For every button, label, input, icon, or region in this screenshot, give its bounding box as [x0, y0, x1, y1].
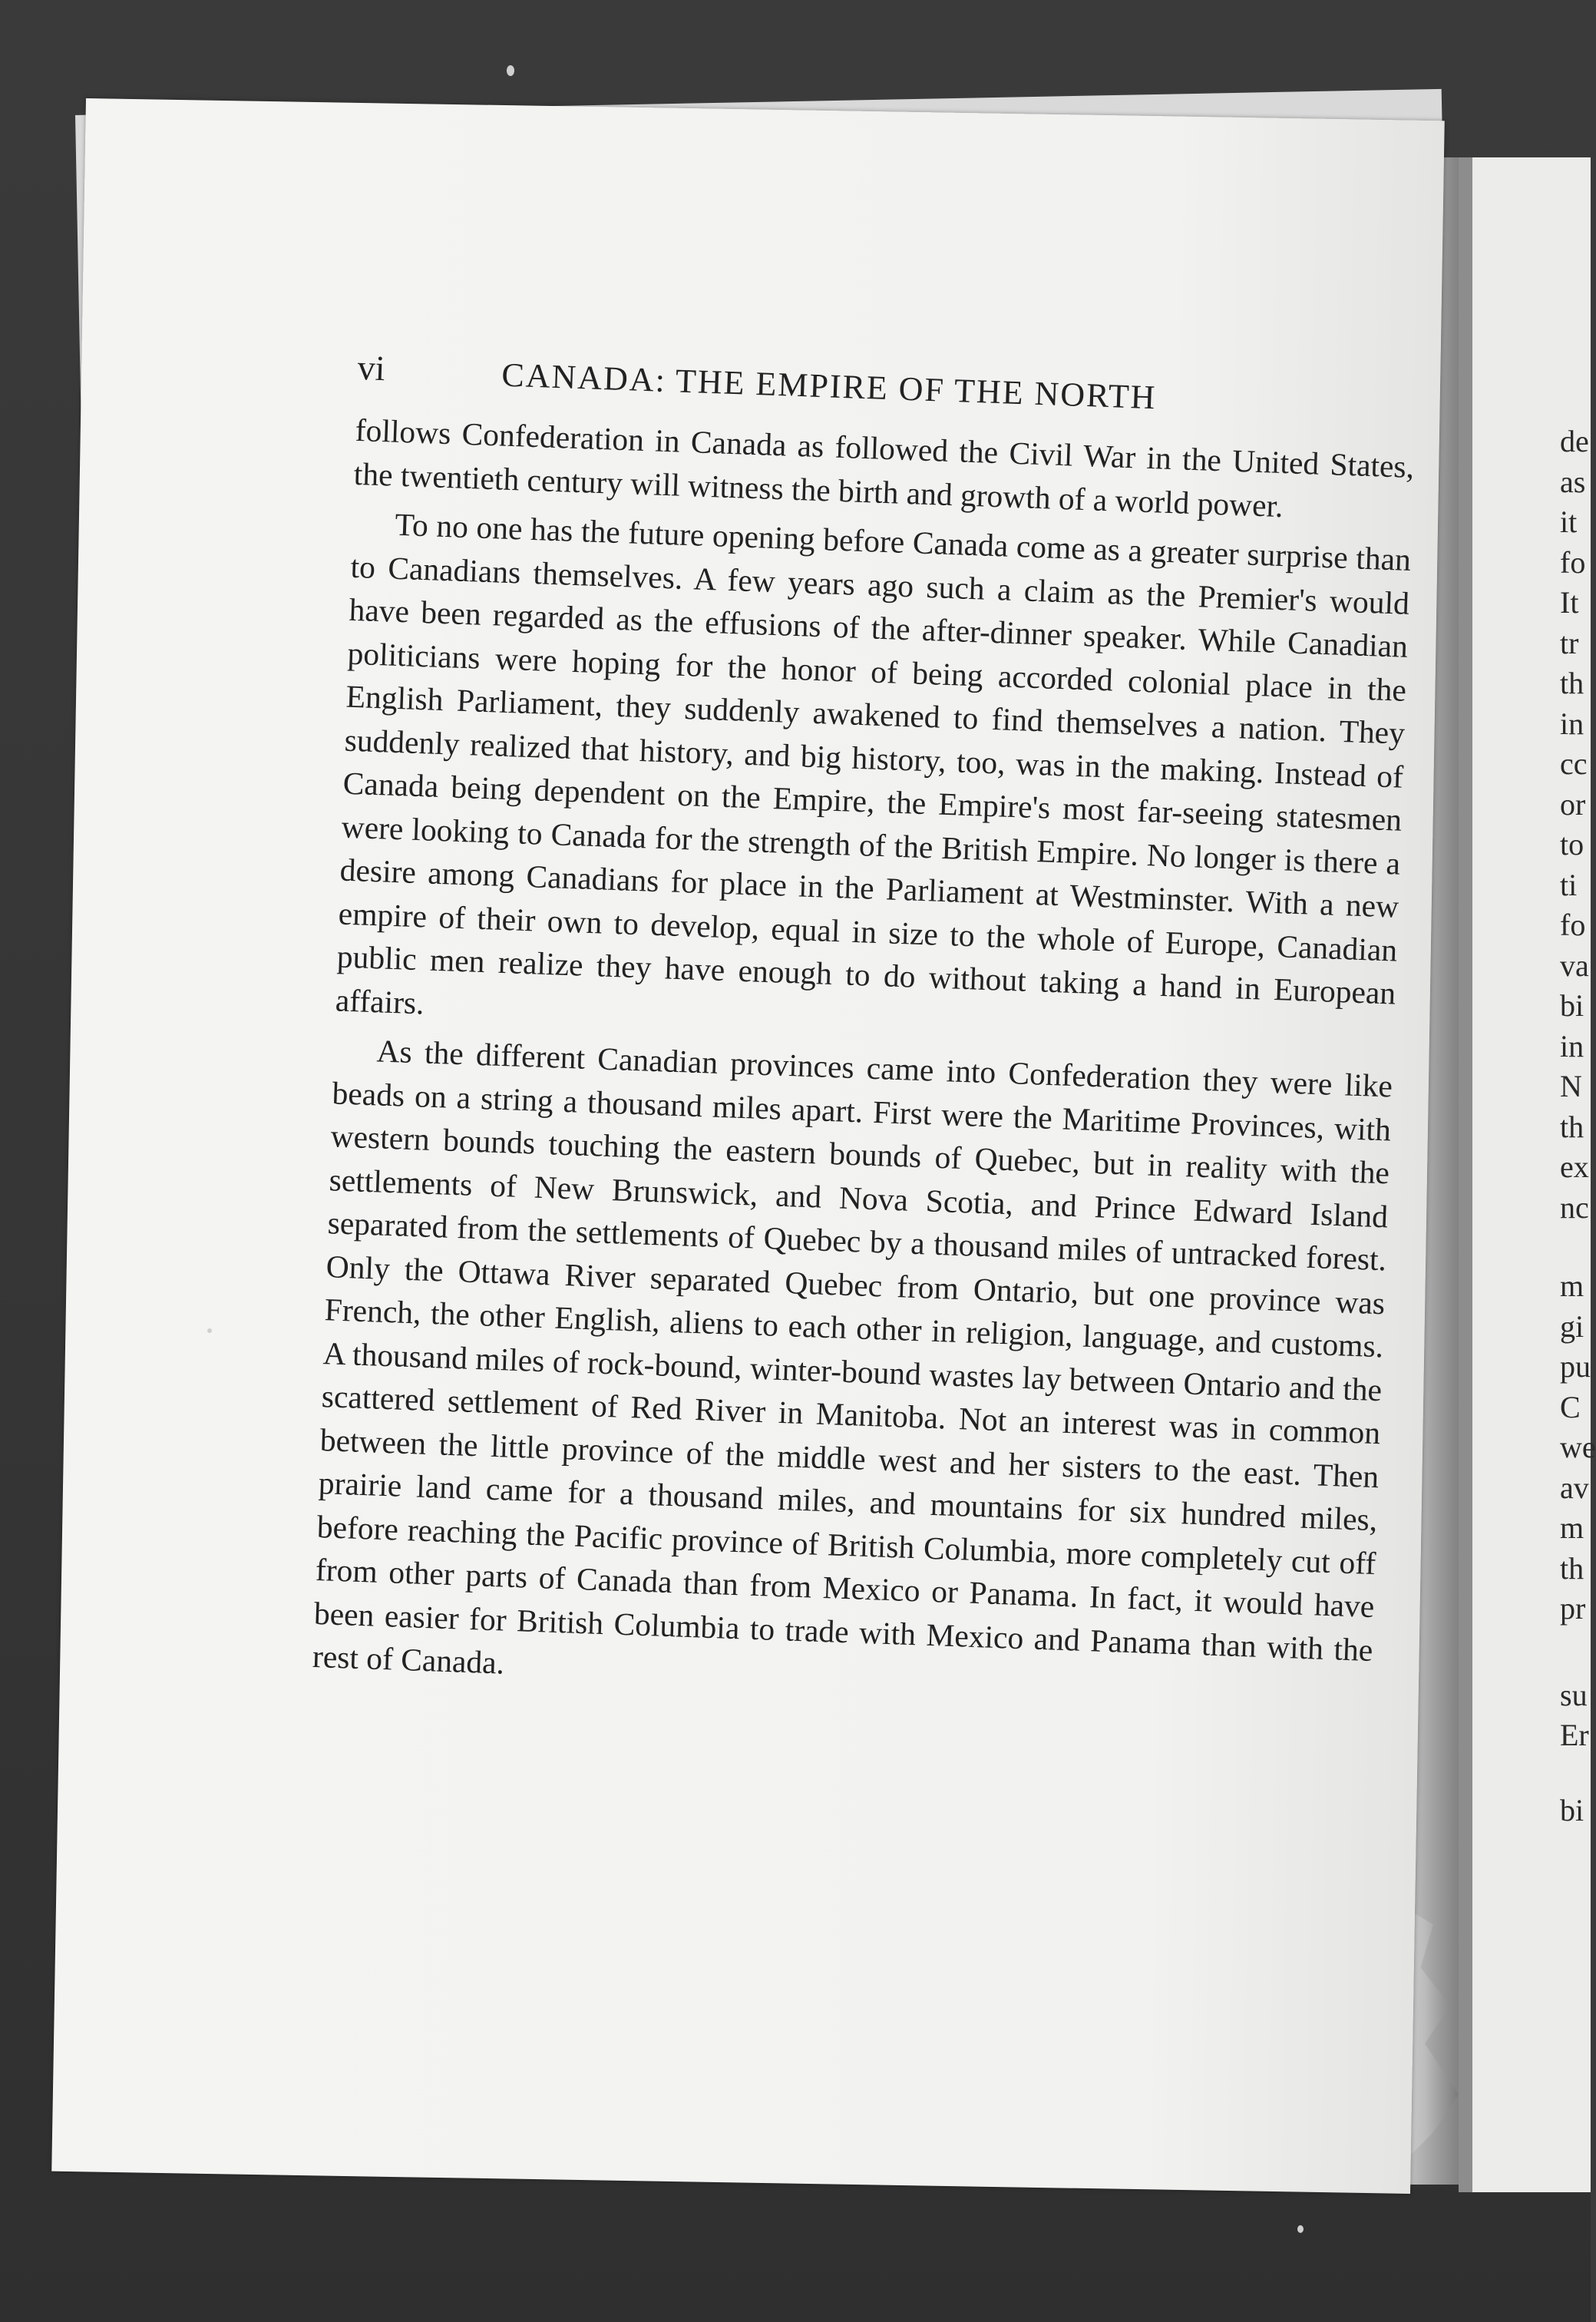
- paragraph: To no one has the future opening before Canada come as a greater surprise than to Canadians themselves. A few years ago such a claim as the Premier's would have been regarded as the effusions of the after-dinner speaker. While Canadian politicians were hoping for the honor of being accorded colonial place in the English Parliament, they suddenly awakened to find themselves a nation. They suddenly realized that history, and big history, too, was in the making. Instead of Canada being dependent on the Empire, the Empire's most far-seeing statesmen were looking to Canada for the strength of the British Empire. No longer is there a desire among Canadians for place in the Parliament at Westminster. With a new empire of their own to develop, equal in size to the whole of Europe, Canadian public men realize they have enough to do without taking a hand in European affairs.: [335, 506, 1412, 1020]
- adjacent-page-fragment: va: [1560, 948, 1589, 983]
- adjacent-page-fragment: nc: [1560, 1189, 1589, 1225]
- adjacent-page-fragment: Er: [1560, 1718, 1589, 1752]
- adjacent-page-fragment: av: [1560, 1470, 1589, 1505]
- paragraph: follows Confederation in Canada as followed the Civil War in the United States, the twentieth century will witness the birth and growth of a world power.: [353, 412, 1415, 524]
- adjacent-page-fragment: bi: [1560, 988, 1584, 1023]
- adjacent-page-fragment: C: [1560, 1389, 1581, 1424]
- adjacent-page-fragment: m: [1560, 1268, 1584, 1303]
- adjacent-page-fragment: th: [1560, 1109, 1584, 1144]
- adjacent-page-fragment: fo: [1560, 544, 1586, 580]
- dust-speck: [1297, 2225, 1304, 2233]
- adjacent-page-fragment: in: [1560, 1028, 1584, 1063]
- adjacent-page-fragment: we: [1560, 1430, 1596, 1464]
- adjacent-page-fragment: pu: [1560, 1349, 1591, 1384]
- adjacent-page-fragment: su: [1560, 1677, 1588, 1712]
- adjacent-page-fragment: or: [1560, 786, 1586, 822]
- adjacent-page-fragment: de: [1560, 424, 1589, 458]
- page-text-block: [312, 347, 1417, 1722]
- adjacent-page-fragment: th: [1560, 666, 1584, 700]
- adjacent-page-fragment: th: [1560, 1550, 1584, 1586]
- paragraph: As the different Canadian provinces came into Confederation they were like beads on a string a thousand miles apart. First were the Maritime Provinces, with western bounds touching the eastern bounds of Quebec, but in reality with the settlements of New Brunswick, and Nova Scotia, and Prince Edward Island separated from the settlements of Quebec by a thousand miles of untracked forest. Only the Ottawa River separated Quebec from Ontario, but one province was French, the other English, aliens to each other in religion, language, and customs. A thousand miles of rock-bound, winter-bound wastes lay between Ontario and the scattered settlement of Red River in Manitoba. Not an interest was in common between the little province of the middle west and her sisters to the east. Then prairie land came for a thousand miles, and mountains for six hundred miles, before reaching the Pacific province of British Columbia, more completely cut off from other parts of Canada than from Mexico or Panama. In fact, it would have been easier for British Columbia to trade with Mexico and Panama than with the rest of Canada.: [312, 1033, 1393, 1681]
- adjacent-page-fragment: in: [1560, 706, 1584, 741]
- adjacent-page-fragment: pr: [1560, 1591, 1586, 1626]
- adjacent-page-fragment: to: [1560, 827, 1584, 862]
- adjacent-page-fragment: tr: [1560, 625, 1579, 660]
- dust-speck: [207, 1328, 212, 1333]
- adjacent-page-fragment: fo: [1560, 908, 1586, 942]
- adjacent-page-fragment: it: [1560, 504, 1578, 539]
- adjacent-page-fragment: It: [1560, 585, 1579, 620]
- adjacent-page-fragment: ti: [1560, 867, 1578, 902]
- running-head: CANADA: THE EMPIRE OF THE NORTH: [501, 356, 1158, 417]
- body-text: [312, 408, 1415, 1715]
- dust-speck: [507, 65, 514, 76]
- adjacent-page-fragment: ex: [1560, 1149, 1589, 1184]
- adjacent-page-fragment: m: [1560, 1510, 1584, 1545]
- adjacent-page-fragment: bi: [1560, 1792, 1584, 1828]
- adjacent-page-fragment: N: [1560, 1069, 1582, 1103]
- page-number: vi: [356, 347, 386, 389]
- adjacent-page-fragment: cc: [1560, 746, 1588, 781]
- adjacent-page-fragment: gi: [1560, 1308, 1584, 1344]
- book-page: [51, 98, 1445, 2194]
- adjacent-page-fragment: as: [1560, 464, 1586, 499]
